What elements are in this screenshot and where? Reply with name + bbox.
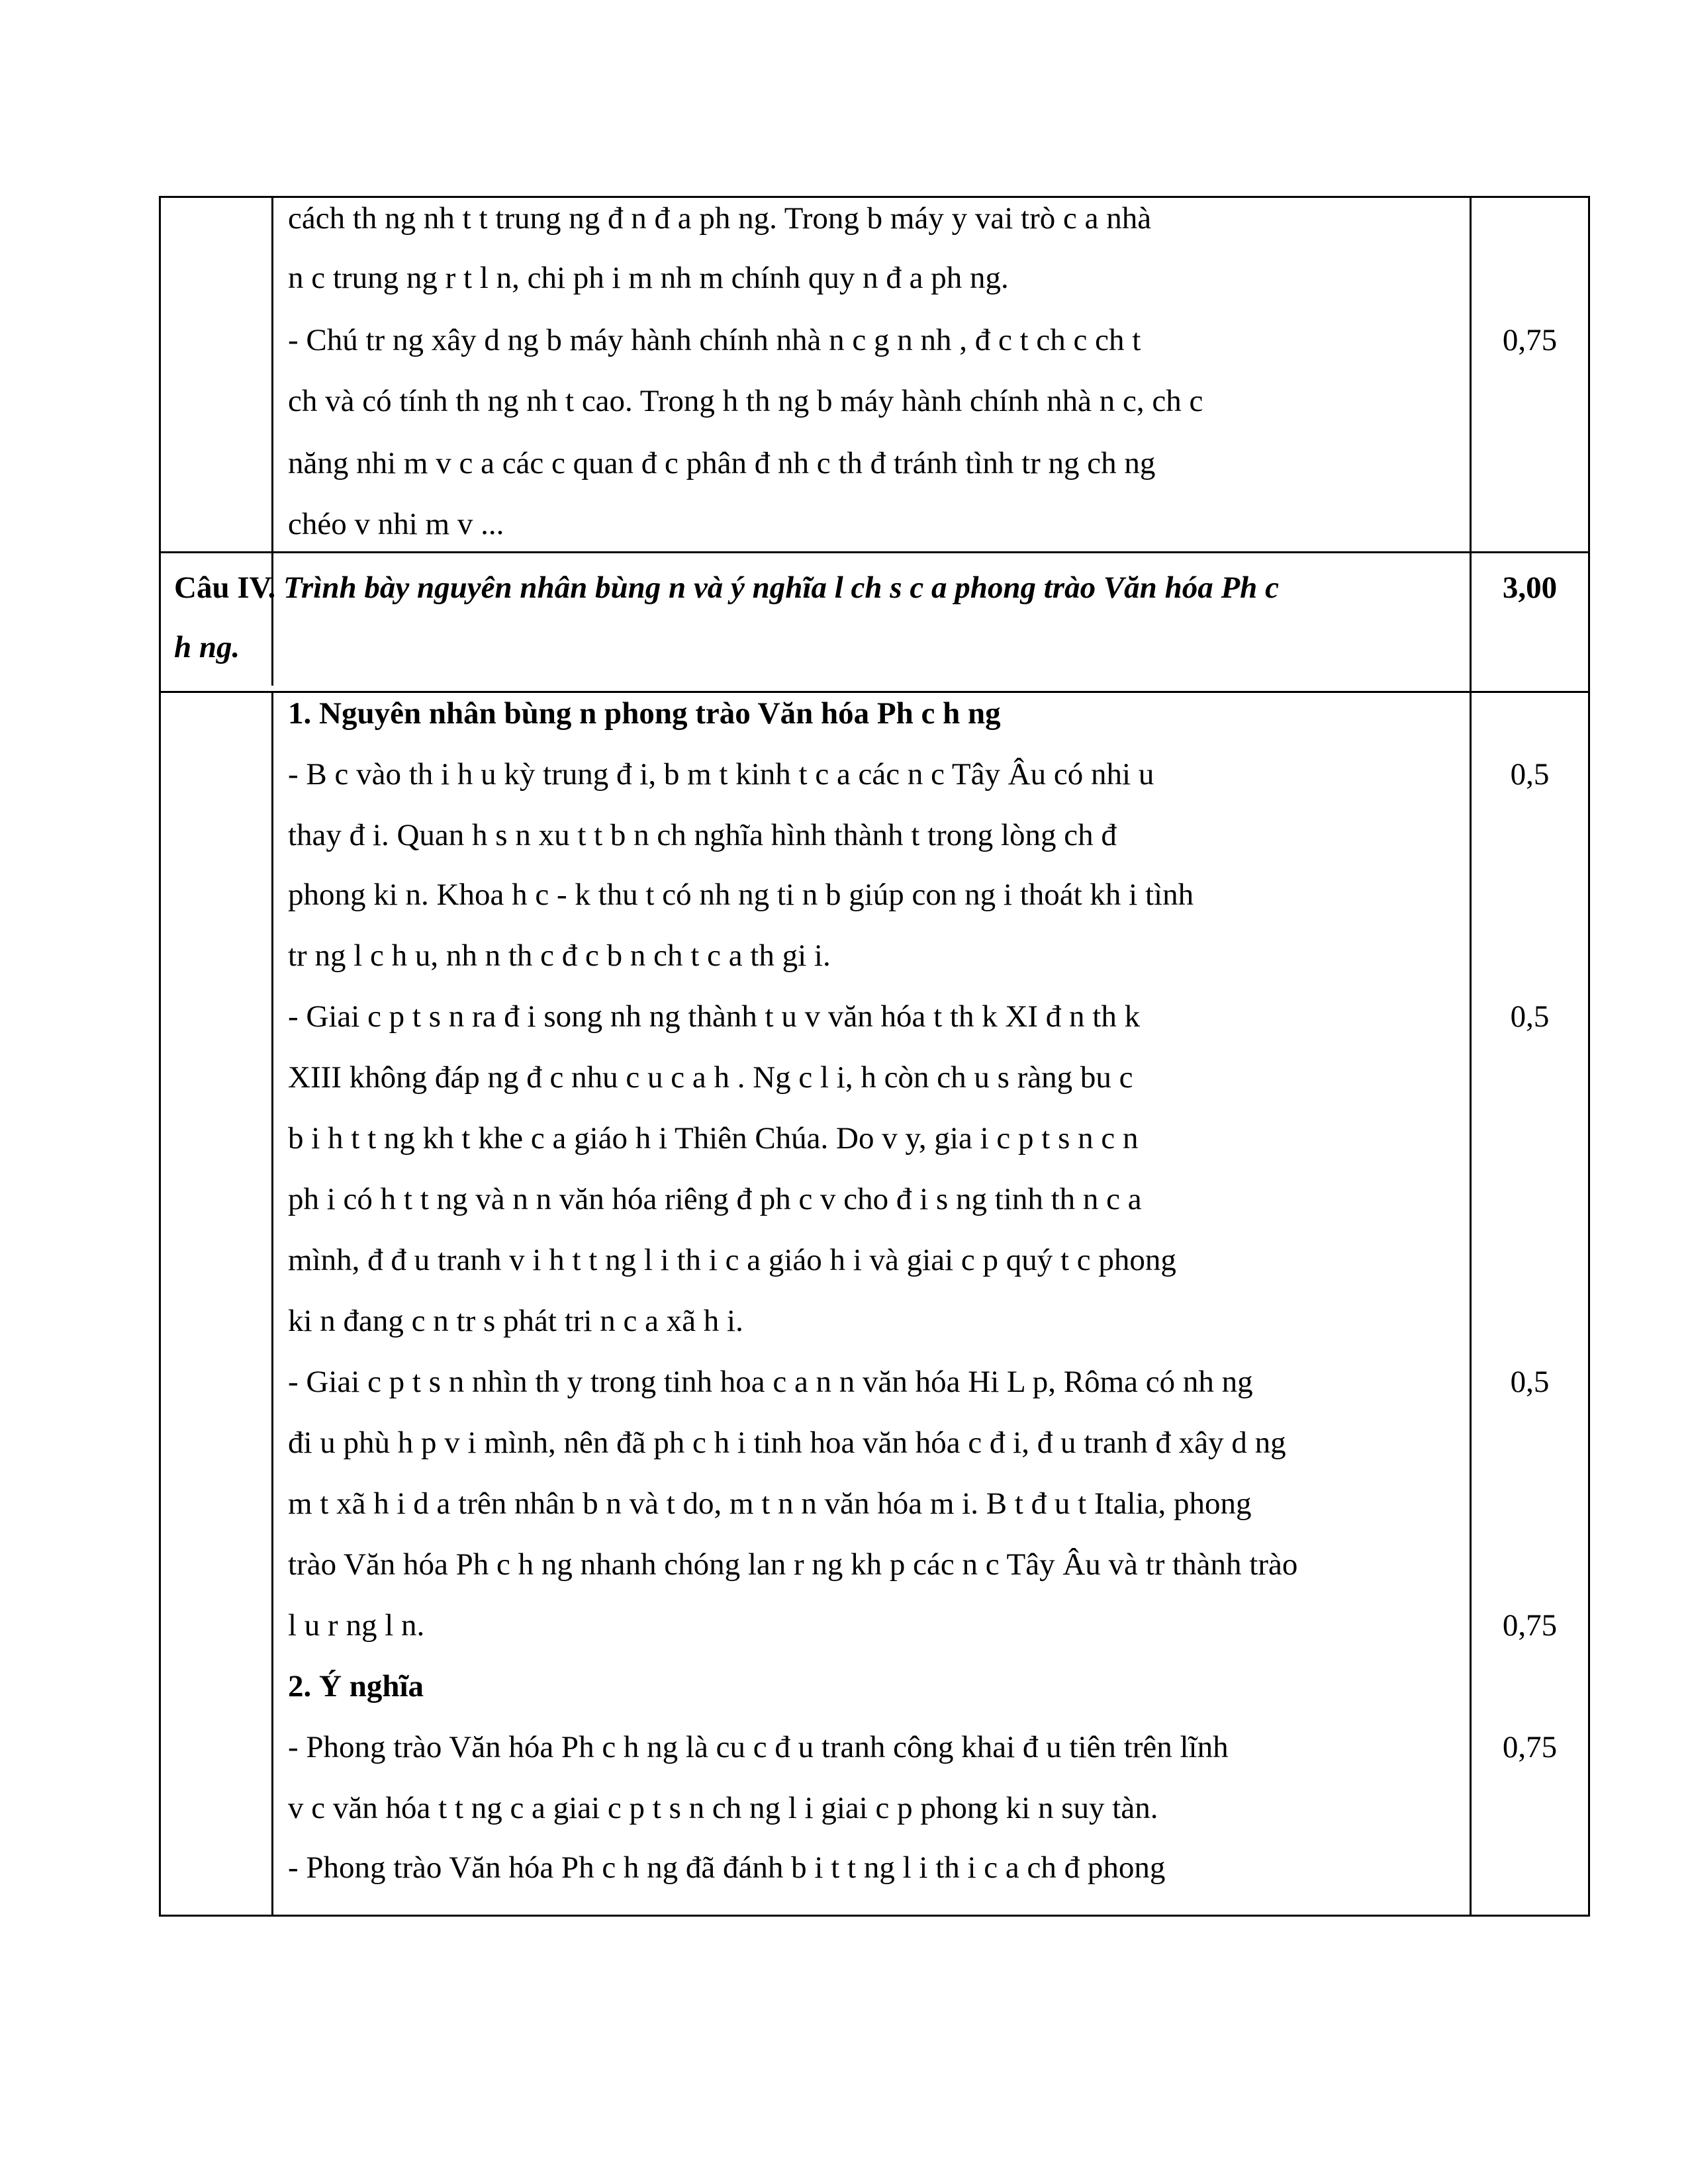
s1-line-1: - B c vào th i h u kỳ trung đ i, b m t kinh t c a các n c Tây Âu có nhi u [288, 757, 1154, 792]
s1-score-3: 0,5 [1510, 1365, 1550, 1399]
question-line-2: h ng. [174, 630, 240, 664]
s2-line-3: - Phong trào Văn hóa Ph c h ng đã đánh b i t t ng l i th i c a ch đ phong [288, 1850, 1166, 1885]
row1-line-6: chéo v nhi m v ... [288, 507, 504, 541]
s2-score-1: 0,75 [1502, 1730, 1558, 1764]
question-score: 3,00 [1502, 570, 1558, 605]
row1-line-4: ch và có tính th ng nh t cao. Trong h th ng b máy hành chính nhà n c, ch c [288, 384, 1203, 418]
s1-line-11: - Giai c p t s n nhìn th y trong tinh hoa c a n n văn hóa Hi L p, Rôma có nh ng [288, 1365, 1253, 1399]
question-line-1 [174, 572, 1279, 604]
s1-score-2: 0,5 [1510, 999, 1550, 1034]
s2-line-2: v c văn hóa t t ng c a giai c p t s n ch ng l i giai c p phong ki n suy tàn. [288, 1791, 1158, 1825]
s1-line-6: XIII không đáp ng đ c nhu c u c a h . Ng c l i, h còn ch u s ràng bu c [288, 1060, 1133, 1095]
s1-line-2: thay đ i. Quan h s n xu t t b n ch nghĩa hình thành t trong lòng ch đ [288, 818, 1117, 852]
answer-table [159, 196, 1590, 1917]
s1-line-8: ph i có h t t ng và n n văn hóa riêng đ ph c v cho đ i s ng tinh th n c a [288, 1182, 1142, 1216]
row1-line-1: cách th ng nh t t trung ng đ n đ a ph ng. Trong b máy y vai trò c a nhà [288, 201, 1152, 236]
column-divider-1 [271, 198, 273, 686]
row1-line-3: - Chú tr ng xây d ng b máy hành chính nhà n c g n nh , đ c t ch c ch t [288, 323, 1141, 357]
row1-score: 0,75 [1502, 323, 1558, 357]
s1-line-14: trào Văn hóa Ph c h ng nhanh chóng lan r ng kh p các n c Tây Âu và tr thành trào [288, 1547, 1298, 1582]
s1-line-4: tr ng l c h u, nh n th c đ c b n ch t c a th gi i. [288, 938, 831, 973]
row-divider-2 [161, 691, 1588, 693]
question-label: Câu IV. [174, 570, 276, 605]
s1-line-5: - Giai c p t s n ra đ i song nh ng thành t u v văn hóa t th k XI đ n th k [288, 999, 1141, 1034]
row1-line-2: n c trung ng r t l n, chi ph i m nh m chính quy n đ a ph ng. [288, 261, 1009, 295]
s1-line-7: b i h t t ng kh t khe c a giáo h i Thiên Chúa. Do v y, gia i c p t s n c n [288, 1121, 1139, 1156]
s1-line-9: mình, đ đ u tranh v i h t t ng l i th i c a giáo h i và giai c p quý t c phong [288, 1243, 1176, 1277]
row1-line-5: năng nhi m v c a các c quan đ c phân đ nh c th đ tránh tình tr ng ch ng [288, 446, 1156, 480]
column-divider-2 [1470, 198, 1472, 1915]
question-prompt: Trình bày nguyên nhân bùng n và ý nghĩa l ch s c a phong trào Văn hóa Ph c [283, 570, 1279, 605]
column-divider-1b [271, 693, 273, 1915]
s1-score-1: 0,5 [1510, 757, 1550, 792]
s1-line-15: l u r ng l n. [288, 1608, 425, 1643]
row-divider-1 [161, 551, 1588, 553]
s2-line-1: - Phong trào Văn hóa Ph c h ng là cu c đ u tranh công khai đ u tiên trên lĩnh [288, 1730, 1229, 1764]
s1-score-4: 0,75 [1502, 1608, 1558, 1643]
s1-line-12: đi u phù h p v i mình, nên đã ph c h i tinh hoa văn hóa c đ i, đ u tranh đ xây d ng [288, 1426, 1286, 1460]
section1-heading: 1. Nguyên nhân bùng n phong trào Văn hóa Ph c h ng [288, 696, 1001, 731]
s1-line-13: m t xã h i d a trên nhân b n và t do, m t n n văn hóa m i. B t đ u t Italia, phong [288, 1486, 1252, 1521]
s1-line-10: ki n đang c n tr s phát tri n c a xã h i. [288, 1304, 743, 1338]
s1-line-3: phong ki n. Khoa h c - k thu t có nh ng ti n b giúp con ng i thoát kh i tình [288, 878, 1194, 912]
section2-heading: 2. Ý nghĩa [288, 1669, 424, 1704]
